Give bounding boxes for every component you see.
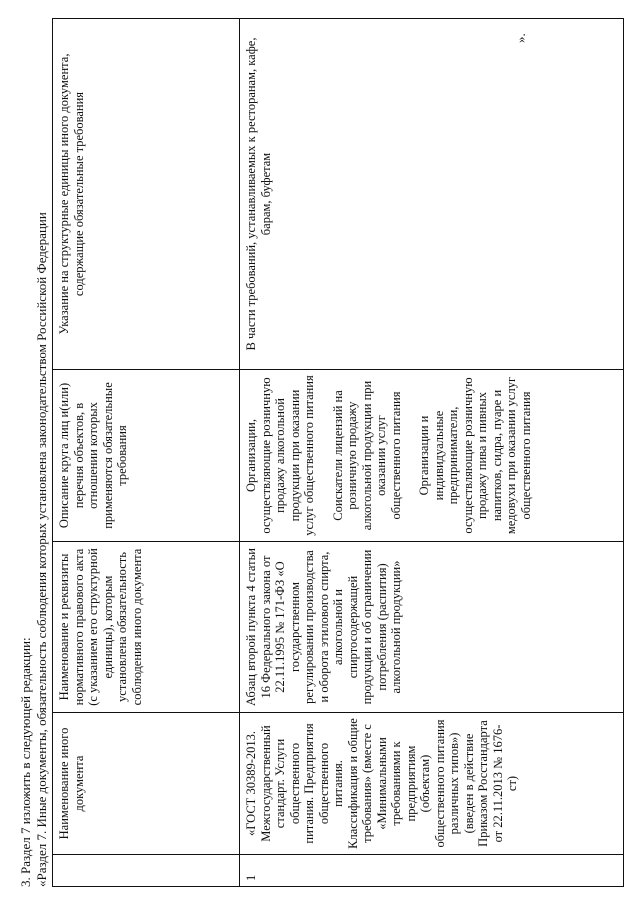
header-structural-units: Указание на структурные единицы иного документа, содержащие обязательные требования xyxy=(53,19,240,370)
persons-cell xyxy=(240,370,624,542)
intro-text xyxy=(18,212,50,887)
document-name-cell: «ГОСТ 30389-2013. Межгосударственный стандарт. Услуги общественного питания. Предприятия общественного питания. Классификация и общие требования» (вместе с «Минимальными требованиями к предприятиям (объектам) общественного питания различных типов») (введен в действие Приказом Росстандарта от 22.11.2013 № 1676-ст) xyxy=(240,713,624,855)
documents-table xyxy=(52,18,624,887)
table-header-row xyxy=(53,19,240,887)
row-number: 1 xyxy=(240,855,624,887)
legal-act-cell: Абзац второй пункта 4 статьи 16 Федерального закона от 22.11.1995 № 171-ФЗ «О государственном регулировании производства и оборота этилового спирта, алкогольной и спиртосодержащей продукции и об ограничении потребления (распития) алкогольной продукции» xyxy=(240,542,624,713)
table-row xyxy=(240,19,624,887)
header-document-name: Наименование иного документа xyxy=(53,713,240,855)
persons-paragraph: Организации и индивидуальные предприниматели, осуществляющие розничную продажу пива и пивных напитков, сидра, пуаре и медовухи при оказании услуг общественного питания xyxy=(417,376,533,535)
header-num xyxy=(53,855,240,887)
section-title: «Раздел 7. Иные документы, обязательность соблюдения которых установлена законодательством Российской Федерации xyxy=(34,212,49,887)
closing-quote: ». xyxy=(513,33,528,43)
header-legal-act: Наименование и реквизиты нормативного правового акта (с указанием его структурной единицы), которым установлена обязательность соблюдения иного документа xyxy=(53,542,240,713)
persons-paragraph: Организации, осуществляющие розничную продажу алкогольной продукции при оказании услуг общественного питания xyxy=(244,375,316,536)
header-persons: Описание круга лиц и(или) перечня объектов, в отношении которых применяются обязательные требования xyxy=(53,370,240,542)
persons-paragraph: Соискатели лицензий на розничную продажу алкогольной продукции при оказании услуг общественного питания xyxy=(330,380,403,531)
structural-units-cell: В части требований, устанавливаемых к ресторанам, кафе, барам, буфетам xyxy=(240,19,624,370)
amendment-instruction: 3. Раздел 7 изложить в следующей редакции: xyxy=(18,637,33,887)
